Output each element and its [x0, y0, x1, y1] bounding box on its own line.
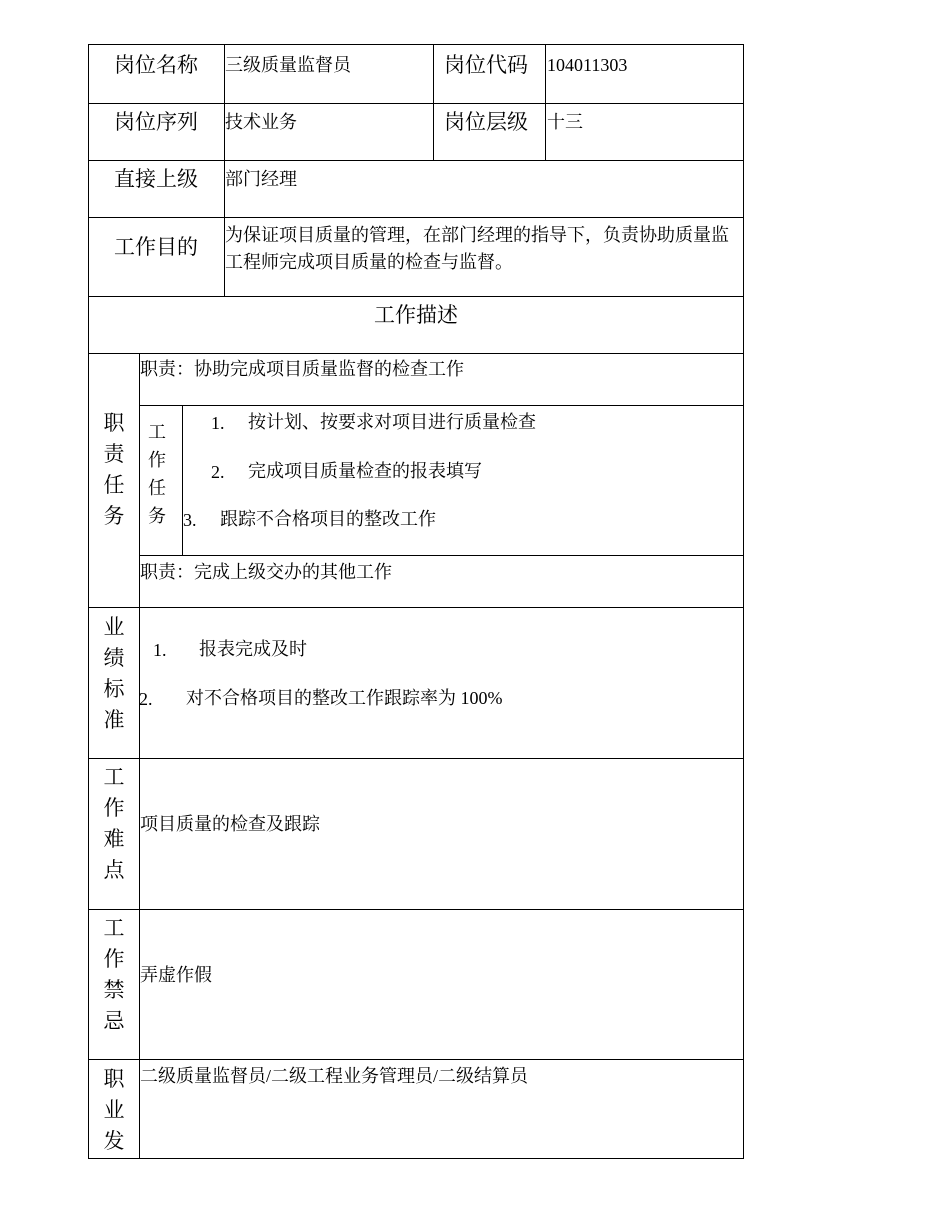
col-divider	[545, 44, 546, 160]
purpose-label: 工作目的	[114, 235, 198, 259]
duties-label: 职责任务	[103, 411, 125, 528]
performance-item: 报表完成及时	[199, 639, 307, 659]
row-divider	[88, 909, 744, 910]
row-divider	[88, 758, 744, 759]
purpose-value: 为保证项目质量的管理，在部门经理的指导下，负责协助质量监工程师完成项目质量的检查与监督。	[225, 225, 729, 272]
row-divider	[88, 160, 744, 161]
row-divider	[88, 353, 744, 354]
task-number: 1.	[211, 413, 225, 433]
difficulty-value: 项目质量的检查及跟踪	[140, 814, 320, 834]
position-name-value: 三级质量监督员	[225, 55, 351, 75]
row-divider	[139, 405, 744, 406]
level-value: 十三	[547, 112, 583, 132]
career-label: 职业发	[103, 1067, 125, 1153]
position-code-value: 104011303	[547, 55, 628, 75]
task-number: 2.	[211, 462, 225, 482]
taboo-value: 弄虚作假	[140, 965, 212, 985]
duty-2: 职责：完成上级交办的其他工作	[140, 562, 392, 582]
taboo-label: 工作禁忌	[103, 916, 125, 1033]
superior-label: 直接上级	[114, 167, 198, 191]
col-divider	[139, 353, 140, 1159]
task-item: 完成项目质量检查的报表填写	[248, 461, 482, 481]
sequence-label: 岗位序列	[114, 110, 198, 134]
row-divider	[88, 1059, 744, 1060]
task-item: 跟踪不合格项目的整改工作	[220, 509, 436, 529]
row-divider	[88, 296, 744, 297]
duty-1: 职责：协助完成项目质量监督的检查工作	[140, 359, 464, 379]
position-name-label: 岗位名称	[114, 53, 198, 77]
performance-label: 业绩标准	[103, 615, 125, 732]
performance-item: 对不合格项目的整改工作跟踪率为 100%	[186, 688, 503, 708]
job-table-frame	[88, 44, 744, 1159]
level-label: 岗位层级	[444, 110, 528, 134]
position-code-label: 岗位代码	[444, 53, 528, 77]
task-item: 按计划、按要求对项目进行质量检查	[248, 412, 536, 432]
tasks-label: 工作任务	[148, 422, 166, 526]
difficulty-label: 工作难点	[103, 765, 125, 882]
row-divider	[139, 555, 744, 556]
row-divider	[88, 103, 744, 104]
performance-number: 1.	[153, 640, 167, 660]
task-number: 3.	[183, 510, 197, 530]
row-divider	[88, 607, 744, 608]
section-title: 工作描述	[374, 303, 458, 327]
career-value: 二级质量监督员/二级工程业务管理员/二级结算员	[140, 1066, 528, 1086]
col-divider	[182, 405, 183, 555]
sequence-value: 技术业务	[225, 112, 297, 132]
superior-value: 部门经理	[225, 169, 297, 189]
performance-number: 2.	[139, 689, 153, 709]
col-divider	[433, 44, 434, 160]
row-divider	[88, 217, 744, 218]
